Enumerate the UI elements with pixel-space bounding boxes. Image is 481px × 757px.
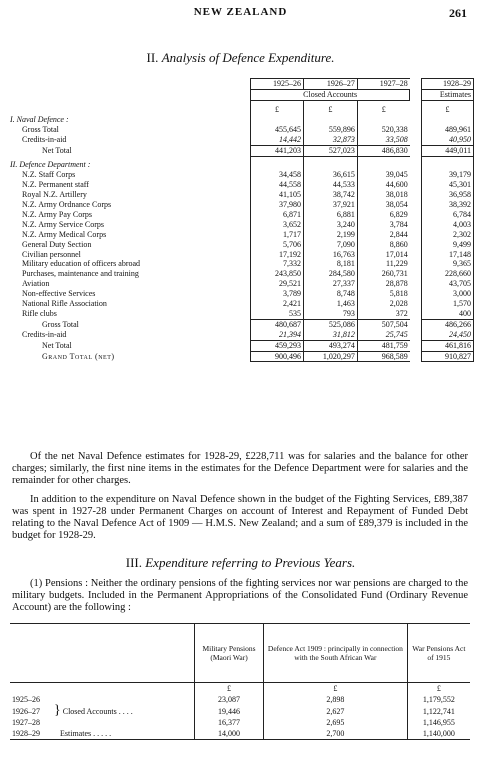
- section-heading: Analysis of Defence Expenditure.: [161, 50, 335, 65]
- currency-row: £ £ £ £: [8, 105, 474, 115]
- table-row: Purchases, maintenance and training 243,850 284,580 260,731 228,660: [8, 269, 474, 279]
- pensions-table: Military Pensions (Maori War) Defence Act 1909 : principally in connection with the South African War War Pensions Act of 1915 £ £ £ 1925–26 23,087 2,898 1,179,552 1926–27 } Closed Accounts . . . . 19,446 2,627 1,122,741 1927–28 16,377 2,695 1,146,955 1928–29 Estimates . . . . . 14,000 2,700 1,140,000: [10, 623, 470, 740]
- col-header: Military Pensions (Maori War): [195, 624, 264, 683]
- page-header: [0, 6, 481, 24]
- table-row: Non-effective Services 3,789 8,748 5,818 3,000: [8, 289, 474, 299]
- table-row: Net Total 459,293 493,274 481,759 461,816: [8, 340, 474, 351]
- closed-accounts-header: Closed Accounts: [251, 89, 410, 100]
- table-row: Gross Total 455,645 559,896 520,338 489,961: [8, 125, 474, 135]
- table-row: Credits-in-aid 21,394 31,812 25,745 24,450: [8, 330, 474, 340]
- table-row: General Duty Section 5,706 7,090 8,860 9,499: [8, 240, 474, 250]
- table-row: 1925–26 23,087 2,898 1,179,552: [10, 694, 470, 705]
- defence-expenditure-table: [8, 78, 474, 362]
- paragraph-salaries: Of the net Naval Defence estimates for 1928-29, £228,711 was for salaries and the balance for other charges; similarly, the first nine items in the estimates for the Defence Department were for salaries and the remainder for other charges.: [12, 451, 468, 486]
- section-number: III.: [125, 555, 142, 570]
- table-row: Credits-in-aid 14,442 32,873 33,508 40,950: [8, 135, 474, 145]
- section-title-2: [0, 50, 481, 66]
- table-row: National Rifle Association 2,421 1,463 2,028 1,570: [8, 299, 474, 309]
- defence-heading: II. Defence Department :: [10, 160, 91, 170]
- col-header: 1925–26: [251, 79, 304, 90]
- table-row: N.Z. Army Ordnance Corps 37,980 37,921 38,054 38,392: [8, 200, 474, 210]
- running-title: NEW ZEALAND: [193, 6, 288, 18]
- estimates-header: Estimates: [421, 89, 473, 100]
- paragraph-pensions: (1) Pensions : Neither the ordinary pensions of the fighting services nor war pensions are charged to the military budgets. Included in the Permanent Appropriations of the Consolidated Fund (Ordinary Revenue Account) are the following :: [12, 578, 468, 613]
- grand-total-row: Grand Total (net) 900,496 1,020,297 968,589 910,827: [8, 351, 474, 362]
- table-row: Civilian personnel 17,192 16,763 17,014 17,148: [8, 250, 474, 260]
- col-header: 1927–28: [357, 79, 409, 90]
- page-number: 261: [449, 6, 467, 20]
- section-number: II.: [146, 50, 159, 65]
- col-header: 1928–29: [421, 79, 473, 90]
- table-row: 1927–28 16,377 2,695 1,146,955: [10, 717, 470, 728]
- table-row: Aviation 29,521 27,337 28,878 43,705: [8, 279, 474, 289]
- naval-heading-row: [8, 115, 474, 125]
- col-header: Defence Act 1909 : principally in connection with the South African War: [264, 624, 408, 683]
- closed-accounts-label: Closed Accounts: [62, 707, 117, 716]
- section-heading: Expenditure referring to Previous Years.: [145, 555, 356, 570]
- paragraph-naval-act: In addition to the expenditure on Naval Defence shown in the budget of the Fighting Services, £89,387 was spent in 1927-28 under Permanent Charges on account of Interest and Repayment of Funded Debt relating to the Naval Defence Act of 1909 — H.M.S. New Zealand; and a sum of £89,379 is included in the budget for 1928-29.: [12, 494, 468, 541]
- estimates-label: Estimates: [60, 729, 92, 738]
- table-row: 1926–27 } Closed Accounts . . . . 19,446 2,627 1,122,741: [10, 705, 470, 717]
- table-row: N.Z. Army Medical Corps 1,717 2,199 2,844 2,302: [8, 230, 474, 240]
- table-row: N.Z. Army Pay Corps 6,871 6,881 6,829 6,784: [8, 210, 474, 220]
- table-row: N.Z. Permanent staff 44,558 44,533 44,600 45,301: [8, 180, 474, 190]
- table-row: N.Z. Army Service Corps 3,652 3,240 3,784 4,003: [8, 220, 474, 230]
- table-row: 1928–29 Estimates . . . . . 14,000 2,700 1,140,000: [10, 728, 470, 740]
- naval-heading: I. Naval Defence :: [10, 115, 69, 125]
- table-row: Net Total 441,203 527,023 486,830 449,011: [8, 145, 474, 156]
- table-row: Gross Total 480,687 525,086 507,504 486,266: [8, 319, 474, 329]
- section-title-3: [0, 555, 481, 571]
- table-row: Military education of officers abroad 7,332 8,181 11,229 9,365: [8, 259, 474, 269]
- table-row: N.Z. Staff Corps 34,458 36,615 39,045 39,179: [8, 170, 474, 180]
- col-header: 1926–27: [303, 79, 357, 90]
- col-header: War Pensions Act of 1915: [407, 624, 470, 683]
- defence-heading-row: [8, 160, 474, 170]
- table-row: Royal N.Z. Artillery 41,105 38,742 38,018 36,958: [8, 190, 474, 200]
- table-row: Rifle clubs 535 793 372 400: [8, 309, 474, 319]
